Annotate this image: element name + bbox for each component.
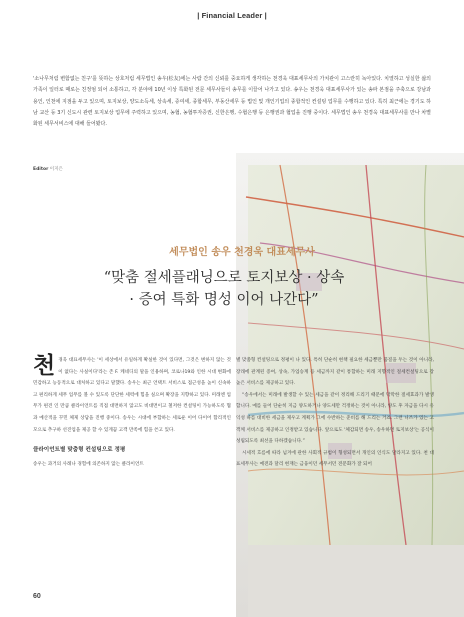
body-paragraph: 별 맞춤형 컨설팅으로 정평이 나 있다. 특히 단순히 현책 필요한 세금뿐만 품질을 두는 것이 아니라, 장래에 관계된 증여, 상속, 가업승계 등 세금까지 같이 통합하는 미래 지향적인 절세컨설팅으로 장 높은 서비스를 제공하고 있다. [236,358,434,387]
body-column-right [236,355,434,471]
drop-cap: 천 [33,352,56,379]
body-column-left [33,352,231,470]
article-headline: “맞춤 절세플래닝으로 토지보상 · 상속 · 증여 특화 명성 이어 나간다” [103,270,345,308]
body-paragraph: 시세적 흐름에 따라 넘겨에 관한 사회적 규범이 형성되면서 개인의 인식도 달라지고 있다. 천 대표세무사는 예전과 달리 현재는 금융이던 세무서던 전문화가 잘 되어 [236,450,434,468]
editor-name: 이지은 [49,167,63,172]
quote-paragraph: “송우에서는 미래에 발생할 수 있는 세금을 같이 정리해 드리기 때문에 막막한 절세효과가 발생합니다. 예를 들어 단순히 지금 양도하거나 양도세만 걱정하는 것이 아니라, 양도 후 자금을 다시 유익성 따를 대비한 세금을 제우고 계획가 그에 수반하는 준비를 해 드리는 거죠. 그런 니즈가 있는 고객께 서비스를 제공하고 인정받고 있습니다. 앞으로도 '체감되면 송우, 송우하면 토지보상'는 공식이 성립되도록 최선을 다하겠습니다.” [236,392,434,445]
intro-text: '소나무처럼 변함없는 친구'를 뜻하는 상호처럼 세무법인 송우(松友)에는 사람 간의 신뢰를 중요하게 생각하는 천경욱 대표세무사의 가치관이 고스란히 녹아있다. 치열하고 성실한 삶의 가족이 일터로 때로는 친정엄 되어 소통하고, 각 분야에 10년 이상 특화된 전문 세무사들이 송무를 이끌어 나가고 있다. 송우는 천경욱 대표세무사가 있는 송파 본점을 주축으로 강남과 용인, 인천에 지점을 두고 있으며, 토지보상, 양도소득세, 상속세, 증여세, 종합세무, 부동산세무 등 법인 및 개인기업의 종합적인 컨설팅 업무를 수행하고 있다. 특히 최근에는 경기도 하남 교산 등 3기 신도시 관련 토지보상 업무에 주력하고 있으며, 농협, 농협투자증권, 신한은행, 수협은행 등 은행권과 협업을 진행 중이다. 세무법인 송우 천경욱 대표세무사를 만나 차별화된 세무서비스에 대해 들어봤다. [33,76,431,128]
section-subheading: 클라이언트별 맞춤형 컨설팅으로 정평 [33,447,126,454]
body-paragraph: 경욱 대표세무사는 '이 세상에서 유일하게 확실한 것이 있다면, 그것은 변하지 않는 것이 없다는 사실이다'라는 존 F. 케네디의 말을 인용하며, 코로나19와 인한 시대 변화에 민감하고 능동적으로 대처하고 있다고 말했다. 송우는 최근 언택트 서비스로 접근성을 높이 신속하고 편리하게 세무 업무를 볼 수 있도록 단단한 세력에 힘을 실으며 확장을 지향하고 있다. 미래엔 업무가 편견 인 만큼 클라이언트를 직접 대면하지 않고도 비대면이고 철저한 컨설팅이 가능하도록 협과 예산적을 꾸민 체제 상담을 진행 중이다. 송우는 시대에 부합하는 세로운 이어 다이어 함리적인 모으로 추구하 선진업을 제공 할 수 있게끔 고객 만족에 힘을 쓴고 있다. [33,358,231,433]
intro-paragraph [33,74,431,130]
firm-subtitle: 세무법인 송우 천경욱 대표세무사 [169,247,315,258]
section-header: | Financial Leader | [197,11,267,20]
editor-credit [33,166,63,172]
page-number: 60 [33,593,41,600]
body-paragraph: 송우는 과거의 사례나 경험에 의존하지 않는 클라이언트 [33,461,144,467]
editor-label: Editor [33,167,49,172]
